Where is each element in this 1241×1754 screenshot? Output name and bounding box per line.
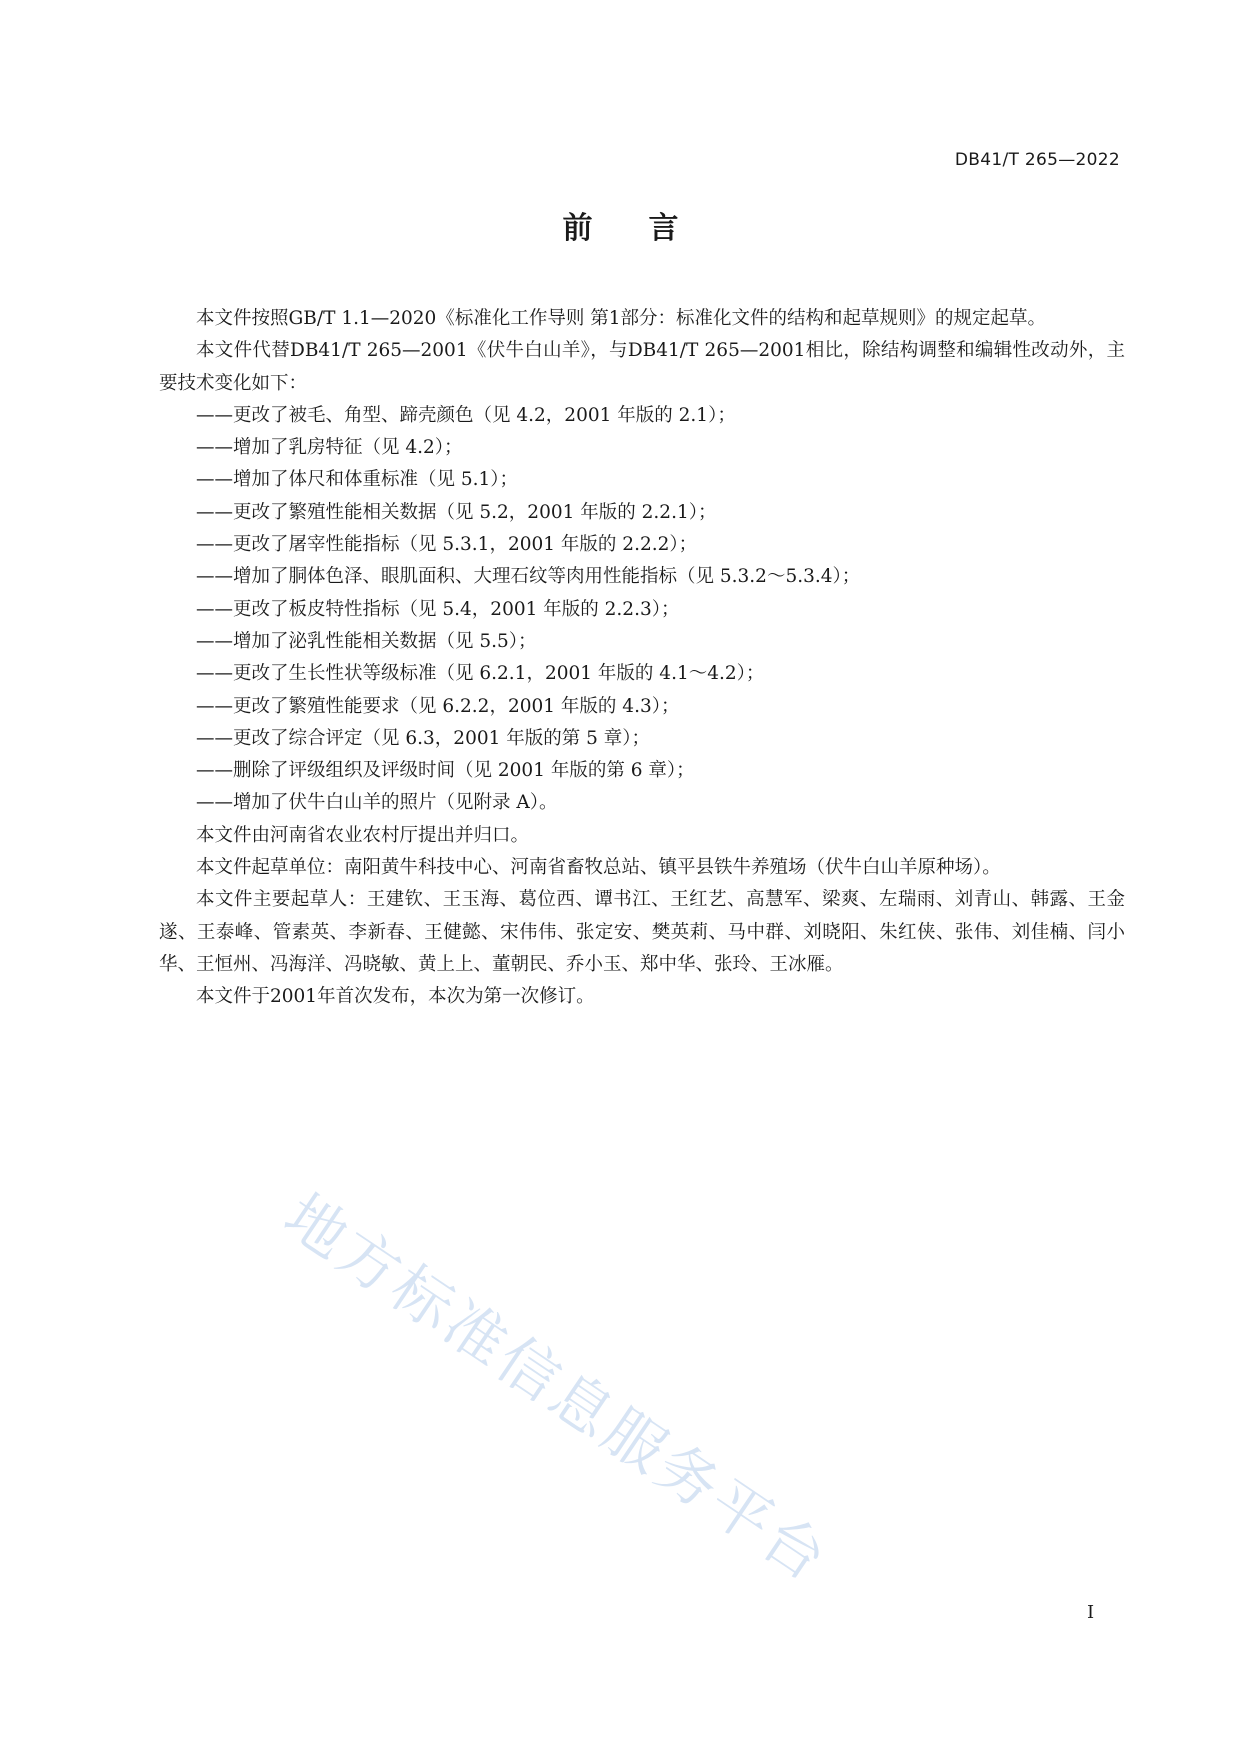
replacement-paragraph: 本文件代替DB41/T 265—2001《伏牛白山羊》，与DB41/T 265—2001相比，除结构调整和编辑性改动外，主要技术变化如下：: [159, 340, 1125, 394]
change-item: ——增加了泌乳性能相关数据（见 5.5）；: [196, 630, 537, 652]
change-item: ——增加了胴体色泽、眼肌面积、大理石纹等肉用性能指标（见 5.3.2～5.3.4）；: [196, 566, 861, 588]
change-item: ——更改了繁殖性能相关数据（见 5.2，2001 年版的 2.2.1）；: [196, 501, 717, 523]
document-code: DB41/T 265—2022: [954, 150, 1120, 170]
change-item: ——更改了屠宰性能指标（见 5.3.1，2001 年版的 2.2.2）；: [196, 534, 698, 556]
watermark: 地方标准信息服务平台: [271, 1180, 842, 1597]
change-item: ——更改了被毛、角型、蹄壳颜色（见 4.2，2001 年版的 2.1）；: [196, 404, 736, 426]
change-item: ——增加了体尺和体重标准（见 5.1）；: [196, 469, 519, 491]
history-paragraph: 本文件于2001年首次发布，本次为第一次修订。: [196, 986, 595, 1008]
change-item: ——更改了繁殖性能要求（见 6.2.2，2001 年版的 4.3）；: [196, 695, 680, 717]
foreword-body: [159, 303, 1125, 1014]
page-title: 前言: [562, 211, 735, 246]
change-item: ——更改了综合评定（见 6.3，2001 年版的第 5 章）；: [196, 727, 651, 749]
changes-list: [159, 400, 1125, 820]
change-item: ——删除了评级组织及评级时间（见 2001 年版的第 6 章）；: [196, 760, 695, 782]
drafters-paragraph: 本文件主要起草人：王建钦、王玉海、葛位西、谭书江、王红艺、高慧军、梁爽、左瑞雨、刘青山、韩露、王金遂、王泰峰、管素英、李新春、王健懿、宋伟伟、张定安、樊英莉、马中群、刘晓阳、朱红侠、张伟、刘佳楠、闫小华、王恒州、冯海洋、冯晓敏、黄上上、董朝民、乔小玉、郑中华、张玲、王冰雁。: [159, 889, 1125, 975]
change-item: ——增加了乳房特征（见 4.2）；: [196, 437, 463, 459]
proposer-paragraph: 本文件由河南省农业农村厅提出并归口。: [196, 824, 530, 846]
page-number: I: [1087, 1602, 1095, 1623]
change-item: ——更改了板皮特性指标（见 5.4，2001 年版的 2.2.3）；: [196, 598, 680, 620]
change-item: ——增加了伏牛白山羊的照片（见附录 A）。: [196, 792, 558, 814]
change-item: ——更改了生长性状等级标准（见 6.2.1，2001 年版的 4.1～4.2）；: [196, 663, 765, 685]
drafting-units-paragraph: 本文件起草单位：南阳黄牛科技中心、河南省畜牧总站、镇平县铁牛养殖场（伏牛白山羊原种场）。: [196, 857, 1001, 879]
drafting-basis-paragraph: 本文件按照GB/T 1.1—2020《标准化工作导则 第1部分：标准化文件的结构和起草规则》的规定起草。: [196, 308, 1046, 329]
